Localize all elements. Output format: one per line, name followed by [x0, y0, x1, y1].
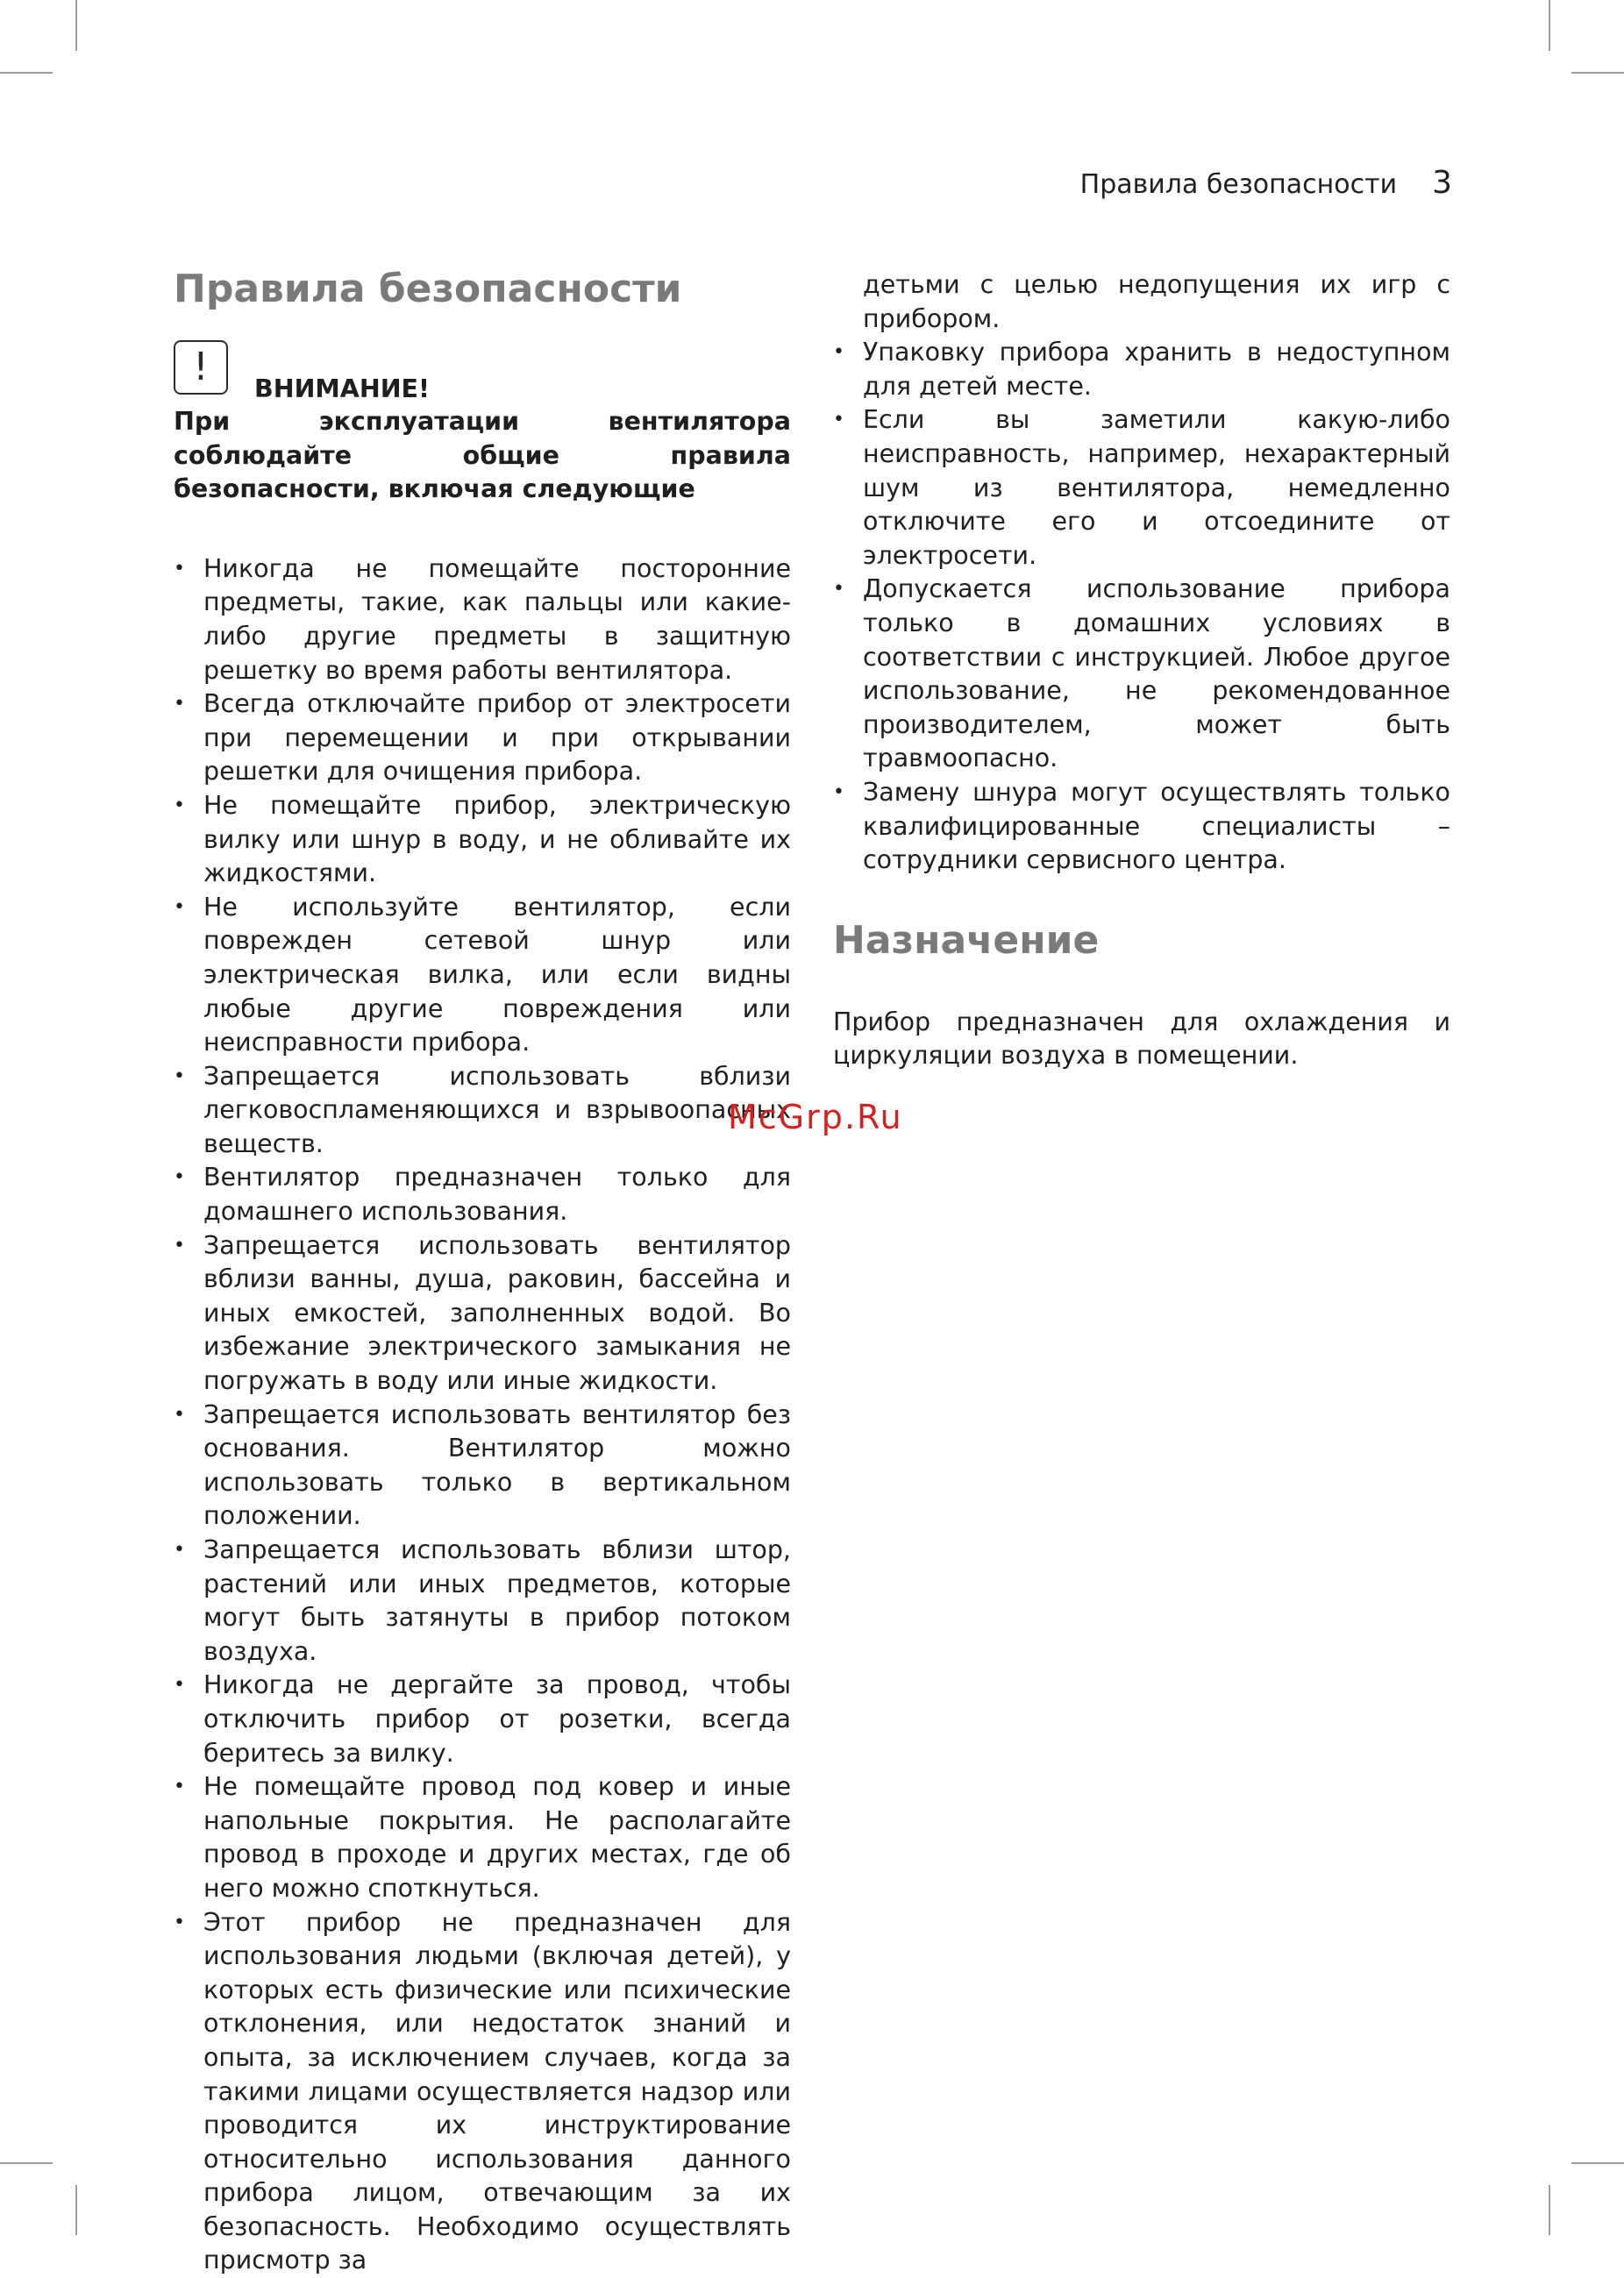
crop-mark: [0, 2162, 53, 2164]
list-item: • Запрещается использовать вблизи легковоспламеняющихся и взрывоопасных веществ.: [174, 1060, 791, 1162]
section-title-purpose: Назначение: [833, 917, 1100, 963]
list-item: • Вентилятор предназначен только для домашнего использования.: [174, 1161, 791, 1228]
left-column: [174, 263, 791, 2278]
safety-rules-list: [174, 552, 791, 2278]
attention-label: ВНИМАНИЕ!: [254, 374, 431, 404]
page-number: 3: [1432, 165, 1452, 201]
list-item: • Всегда отключайте прибор от электросети при перемещении и при открывании решетки для очищения прибора.: [174, 687, 791, 789]
exclamation-box-icon: !: [174, 340, 228, 395]
attention-intro: При эксплуатации вентилятора соблюдайте общие правила безопасности, включая следующие: [174, 407, 791, 504]
crop-mark: [75, 2185, 77, 2235]
list-item: • Этот прибор не предназначен для использования людьми (включая детей), у которых есть физические или психические отклонения, или недостаток знаний и опыта, за исключением случаев, когда за такими лицами осуществляется надзор или проводится их инструктирование относительно использования данного прибора лицом, отвечающим за их безопасность. Необходимо осуществлять присмотр за: [174, 1906, 791, 2278]
safety-rules-list-continued: [833, 336, 1450, 878]
right-column: [833, 268, 1450, 1073]
section-title-safety: Правила безопасности: [174, 267, 682, 311]
crop-mark: [75, 0, 77, 51]
crop-mark: [1571, 72, 1624, 74]
list-item: • Допускается использование прибора только в домашних условиях в соответствии с инструкцией. Любое другое использование, не рекомендованное производителем, может быть травмоопасно.: [833, 573, 1450, 776]
attention-block: [174, 340, 791, 404]
purpose-text: Прибор предназначен для охлаждения и циркуляции воздуха в помещении.: [833, 1007, 1450, 1071]
list-item: • Никогда не помещайте посторонние предметы, такие, как пальцы или какие-либо другие предметы в защитную решетку во время работы вентилятора.: [174, 552, 791, 687]
list-item: • Запрещается использовать вентилятор без основания. Вентилятор можно использовать только в вертикальном положении.: [174, 1399, 791, 1534]
list-item: • Замену шнура могут осуществлять только квалифицированные специалисты – сотрудники сервисного центра.: [833, 776, 1450, 878]
list-item: • Не используйте вентилятор, если поврежден сетевой шнур или электрическая вилка, или если видны любые другие повреждения или неисправности прибора.: [174, 891, 791, 1060]
crop-mark: [1571, 2162, 1624, 2164]
crop-mark: [1549, 2185, 1550, 2235]
list-item: • Запрещается использовать вентилятор вблизи ванны, душа, раковин, бассейна и иных емкостей, заполненных водой. Во избежание электрического замыкания не погружать в воду или иные жидкости.: [174, 1229, 791, 1399]
list-item: • Никогда не дергайте за провод, чтобы отключить прибор от розетки, всегда беритесь за вилку.: [174, 1669, 791, 1770]
list-item: • Упаковку прибора хранить в недоступном для детей месте.: [833, 336, 1450, 403]
list-item: • Если вы заметили какую-либо неисправность, например, нехарактерный шум из вентилятора, немедленно отключите его и отсоедините от электросети.: [833, 403, 1450, 573]
list-item: • Запрещается использовать вблизи штор, растений или иных предметов, которые могут быть затянуты в прибор потоком воздуха.: [174, 1534, 791, 1669]
running-title: Правила безопасности: [1079, 169, 1398, 200]
list-item: • Не помещайте провод под ковер и иные напольные покрытия. Не располагайте провод в проходе и других местах, где об него можно споткнуться.: [174, 1770, 791, 1905]
list-item-continuation: детьми с целью недопущения их игр с прибором.: [863, 270, 1450, 333]
list-item: • Не помещайте прибор, электрическую вилку или шнур в воду, и не обливайте их жидкостями.: [174, 789, 791, 891]
watermark: McGrp.Ru: [728, 1098, 903, 1136]
crop-mark: [0, 72, 53, 74]
running-head: [1080, 165, 1452, 201]
crop-mark: [1549, 0, 1550, 51]
